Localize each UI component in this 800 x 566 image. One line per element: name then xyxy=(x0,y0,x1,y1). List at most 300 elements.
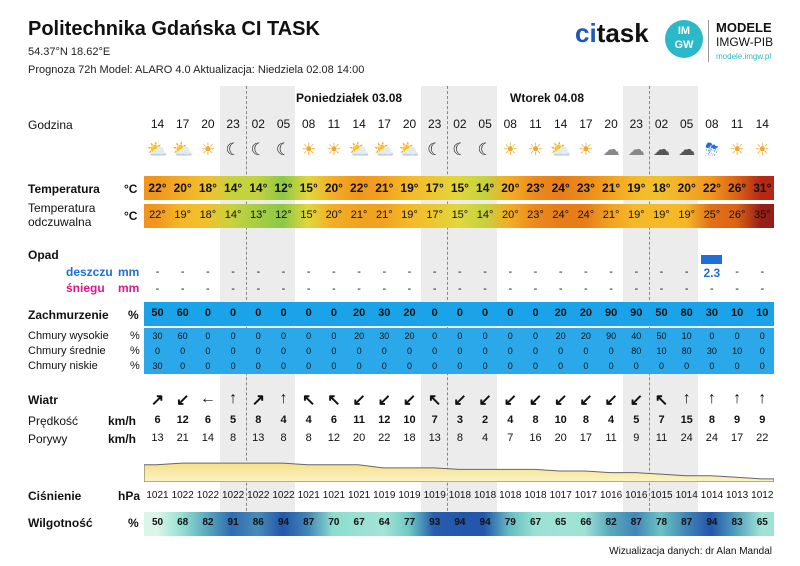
moon-icon: ☾ xyxy=(225,140,241,159)
temperature-cell: 20° xyxy=(677,181,696,195)
cloud-low-cell: 0 xyxy=(457,361,463,371)
pressure-cell: 1017 xyxy=(574,490,598,501)
wind-speed-cell: 6 xyxy=(330,414,337,426)
cloud-low-cell: 0 xyxy=(709,361,715,371)
wind-direction-arrow: ↙ xyxy=(604,392,618,409)
wind-direction-arrow: ↑ xyxy=(758,390,767,407)
feel-temperature-cell: 19° xyxy=(174,209,191,221)
wind-direction-arrow: ↑ xyxy=(682,390,691,407)
label-deszczu: deszczu xyxy=(66,265,113,279)
cloud-total-cell: 50 xyxy=(655,307,668,319)
cloud-high-cell: 20 xyxy=(555,331,566,341)
temperature-cell: 19° xyxy=(627,181,646,195)
humidity-cell: 79 xyxy=(504,517,516,528)
snow-cell: - xyxy=(483,283,487,295)
cloud-high-cell: 20 xyxy=(580,331,591,341)
wind-direction-arrow: ↙ xyxy=(579,392,593,409)
label-godzina: Godzina xyxy=(28,118,73,132)
unit-temp: °C xyxy=(124,182,138,196)
rain-cell: - xyxy=(659,266,664,278)
wind-direction-arrow: ↗ xyxy=(150,392,165,409)
rain-cell: - xyxy=(458,266,462,278)
cloud-mid-cell: 0 xyxy=(457,346,463,356)
temperature-cell: 18° xyxy=(652,181,671,195)
partly-cloudy-icon: ⛅ xyxy=(398,140,421,159)
humidity-cell: 64 xyxy=(378,517,390,528)
hour-cell: 02 xyxy=(251,117,265,131)
cloud-mid-cell: 0 xyxy=(280,346,286,356)
sun-icon: ☀ xyxy=(729,140,745,159)
rain-cell: - xyxy=(407,266,412,278)
wind-speed-cell: 12 xyxy=(176,414,189,426)
cloud-total-cell: 0 xyxy=(330,307,337,319)
pressure-cell: 1021 xyxy=(297,490,320,501)
wind-direction-arrow: ↗ xyxy=(251,392,265,409)
pressure-cell: 1018 xyxy=(473,490,497,501)
cloud-total-cell: 10 xyxy=(730,307,744,319)
hour-cell: 11 xyxy=(730,117,744,131)
cloud-low-cell: 0 xyxy=(306,361,312,371)
cloud-high-cell: 0 xyxy=(734,331,740,341)
wind-direction-arrow: ↙ xyxy=(553,392,568,409)
cloud-low-cell: 0 xyxy=(230,361,236,371)
unit-gust: km/h xyxy=(108,432,137,446)
temperature-cell: 14° xyxy=(249,181,268,195)
unit-low: % xyxy=(130,360,140,372)
pressure-cell: 1021 xyxy=(146,490,169,501)
cloud-icon: ☁ xyxy=(627,140,645,159)
snow-cell: - xyxy=(432,283,437,295)
cloud-low-cell: 0 xyxy=(381,361,387,371)
wind-gust-cell: 18 xyxy=(403,432,416,444)
wind-gust-cell: 13 xyxy=(252,432,265,444)
rain-cell: - xyxy=(558,266,563,278)
footer-credit: Wizualizacja danych: dr Alan Mandal xyxy=(609,546,772,557)
wind-gust-cell: 11 xyxy=(655,432,668,444)
wind-direction-arrow: ↙ xyxy=(528,392,543,409)
feel-temperature-cell: 19° xyxy=(627,209,645,221)
wind-speed-cell: 5 xyxy=(633,414,640,426)
hour-cell: 23 xyxy=(226,117,240,131)
wind-gust-cell: 12 xyxy=(327,432,341,444)
wind-direction-arrow: ↙ xyxy=(478,392,492,409)
cloud-low-cell: 0 xyxy=(280,361,286,371)
hour-cell: 14 xyxy=(150,117,165,131)
humidity-cell: 68 xyxy=(177,517,189,528)
temperature-cell: 14° xyxy=(476,181,495,195)
logo-ci: ci xyxy=(575,18,597,48)
snow-cell: - xyxy=(382,283,387,295)
snow-cell: - xyxy=(281,283,286,295)
snow-cell: - xyxy=(206,283,210,295)
temperature-cell: 20° xyxy=(324,181,343,195)
wind-direction-arrow: ↑ xyxy=(229,390,238,407)
rain-bar xyxy=(701,255,722,264)
wind-gust-cell: 13 xyxy=(428,432,441,444)
pressure-cell: 1022 xyxy=(247,490,270,501)
wind-direction-arrow: ↖ xyxy=(654,392,669,409)
wind-speed-cell: 9 xyxy=(734,414,741,426)
cloud-high-cell: 40 xyxy=(631,331,642,341)
cloud-mid-cell: 0 xyxy=(583,346,589,356)
cloud-mid-cell: 0 xyxy=(331,346,337,356)
temperature-cell: 22° xyxy=(148,181,167,195)
label-niskie: Chmury niskie xyxy=(28,360,98,372)
cloud-high-cell: 30 xyxy=(152,331,163,341)
pressure-cell: 1018 xyxy=(499,490,522,501)
cloud-mid-cell: 0 xyxy=(306,346,312,356)
label-wilgotnosc: Wilgotność xyxy=(28,516,93,530)
storm-icon: ⛈ xyxy=(705,140,719,159)
rain-cell: - xyxy=(256,266,261,278)
wind-gust-cell: 8 xyxy=(230,432,237,444)
imgw-logo-top: IM xyxy=(677,25,691,37)
cloud-high-cell: 10 xyxy=(681,331,692,341)
feel-temperature-cell: 19° xyxy=(678,209,695,221)
wind-gust-cell: 21 xyxy=(176,432,189,444)
cloud-total-cell: 0 xyxy=(204,307,211,319)
coordinates: 54.37°N 18.62°E xyxy=(28,46,111,58)
pressure-cell: 1014 xyxy=(700,490,724,501)
sun-icon: ☀ xyxy=(326,140,342,159)
pressure-cell: 1017 xyxy=(549,490,572,501)
rain-cell: - xyxy=(634,266,639,278)
pressure-cell: 1021 xyxy=(347,490,371,501)
cloud-low-cell: 0 xyxy=(331,361,337,371)
snow-cell: - xyxy=(231,283,235,295)
temperature-cell: 14° xyxy=(224,181,243,195)
temperature-cell: 21° xyxy=(375,181,394,195)
pressure-band xyxy=(144,460,774,482)
snow-cell: - xyxy=(256,283,261,295)
cloud-total-cell: 90 xyxy=(604,307,618,319)
wind-direction-arrow: ↙ xyxy=(402,392,417,409)
moon-icon: ☾ xyxy=(477,140,493,159)
label-wysokie: Chmury wysokie xyxy=(28,330,109,342)
hour-cell: 14 xyxy=(554,117,568,131)
wind-speed-cell: 4 xyxy=(608,414,615,426)
wind-speed-cell: 9 xyxy=(759,414,766,426)
cloud-total-cell: 0 xyxy=(507,307,514,319)
snow-cell: - xyxy=(407,283,412,295)
cloud-low-cell: 0 xyxy=(633,361,639,371)
cloud-low-cell: 0 xyxy=(558,361,564,371)
wind-direction-arrow: ↙ xyxy=(352,392,366,409)
hour-cell: 17 xyxy=(579,117,593,131)
humidity-cell: 94 xyxy=(454,517,466,528)
wind-speed-cell: 4 xyxy=(507,414,514,426)
temperature-cell: 12° xyxy=(274,181,293,195)
cloud-high-cell: 30 xyxy=(379,331,390,341)
cloud-low-cell: 0 xyxy=(608,361,614,371)
humidity-cell: 87 xyxy=(630,517,642,528)
rain-cell: - xyxy=(432,266,437,278)
rain-cell: - xyxy=(332,266,336,278)
pressure-cell: 1018 xyxy=(524,490,547,501)
label-porywy: Porywy xyxy=(28,432,68,446)
cloud-total-cell: 0 xyxy=(482,307,489,319)
hour-cell: 05 xyxy=(276,117,291,131)
snow-cell: - xyxy=(306,283,311,295)
snow-cell: - xyxy=(357,283,361,295)
cloud-low-cell: 30 xyxy=(152,361,163,371)
modele-url[interactable]: modele.imgw.pl xyxy=(716,52,772,61)
cloud-low-cell: 0 xyxy=(507,361,513,371)
label-odczuwalna-1: Temperatura xyxy=(28,201,96,215)
humidity-cell: 67 xyxy=(529,517,542,528)
label-zachmurzenie: Zachmurzenie xyxy=(28,308,109,322)
cloud-total-cell: 20 xyxy=(352,307,366,319)
cloud-high-cell: 20 xyxy=(354,331,365,341)
sun-icon: ☀ xyxy=(527,140,544,159)
label-wiatr: Wiatr xyxy=(28,393,58,407)
cloud-total-cell: 20 xyxy=(579,307,593,319)
sun-icon: ☀ xyxy=(200,140,216,159)
rain-cell: - xyxy=(357,266,361,278)
label-temperatura: Temperatura xyxy=(28,182,100,196)
wind-speed-cell: 6 xyxy=(204,414,211,426)
label-cisnienie: Ciśnienie xyxy=(28,489,82,503)
wind-speed-cell: 15 xyxy=(680,414,693,426)
hour-cell: 08 xyxy=(302,117,316,131)
imgw-logo xyxy=(665,20,703,58)
unit-hum: % xyxy=(128,516,139,530)
cloudy-night-icon: ☁ xyxy=(678,140,696,159)
feel-temperature-cell: 35° xyxy=(753,209,771,221)
partly-cloudy-icon: ⛅ xyxy=(348,140,370,159)
cloud-mid-cell: 0 xyxy=(180,346,186,356)
temperature-cell: 21° xyxy=(602,181,621,195)
hour-cell: 05 xyxy=(478,117,492,131)
snow-cell: - xyxy=(458,283,462,295)
unit-press: hPa xyxy=(118,489,141,503)
modele-sub: IMGW-PIB xyxy=(716,35,774,49)
wind-gust-cell: 22 xyxy=(378,432,391,444)
rain-cell: - xyxy=(584,266,588,278)
label-odczuwalna-2: odczuwalna xyxy=(28,215,92,229)
snow-cell: - xyxy=(659,283,664,295)
temperature-cell: 23° xyxy=(576,181,595,195)
rain-cell: - xyxy=(180,266,185,278)
temperature-cell: 24° xyxy=(551,181,570,195)
pressure-cell: 1012 xyxy=(751,490,774,501)
temperature-cell: 18° xyxy=(198,181,217,195)
wind-gust-cell: 24 xyxy=(705,432,719,444)
cloud-mid-cell: 0 xyxy=(759,346,765,356)
cloud-total-cell: 10 xyxy=(756,307,769,319)
hour-cell: 02 xyxy=(654,117,669,131)
snow-cell: - xyxy=(508,283,513,295)
cloud-low-cell: 0 xyxy=(734,361,740,371)
humidity-cell: 83 xyxy=(731,517,743,528)
cloud-mid-cell: 0 xyxy=(558,346,564,356)
modele-title: MODELE xyxy=(716,20,772,35)
wind-direction-arrow: ↙ xyxy=(629,392,643,409)
humidity-cell: 67 xyxy=(353,517,365,528)
unit-feel: °C xyxy=(124,209,138,223)
hour-cell: 17 xyxy=(176,117,190,131)
temperature-cell: 26° xyxy=(728,181,747,195)
cloud-low-cell: 0 xyxy=(532,361,538,371)
unit-snow: mm xyxy=(118,281,140,295)
feel-temperature-cell: 19° xyxy=(653,209,670,221)
wind-speed-cell: 7 xyxy=(431,414,438,426)
pressure-cell: 1019 xyxy=(398,490,421,501)
sun-icon: ☀ xyxy=(502,140,518,159)
day-label-tuesday: Wtorek 04.08 xyxy=(510,91,585,105)
snow-cell: - xyxy=(710,283,714,295)
wind-speed-cell: 4 xyxy=(305,414,312,426)
snow-cell: - xyxy=(735,283,739,295)
wind-direction-arrow: ↙ xyxy=(377,392,391,409)
snow-cell: - xyxy=(558,283,563,295)
cloud-mid-cell: 30 xyxy=(706,346,717,356)
humidity-cell: 87 xyxy=(681,517,693,528)
label-predkosc: Prędkość xyxy=(28,414,79,428)
snow-cell: - xyxy=(180,283,185,295)
snow-cell: - xyxy=(760,283,765,295)
wind-direction-arrow: ↖ xyxy=(327,392,341,409)
pressure-cell: 1016 xyxy=(599,490,623,501)
cloud-total-cell: 0 xyxy=(230,307,237,319)
cloud-high-cell: 20 xyxy=(404,331,415,341)
pressure-cell: 1015 xyxy=(650,490,673,501)
hour-cell: 11 xyxy=(327,117,341,131)
wind-direction-arrow: ↑ xyxy=(707,390,716,407)
hour-cell: 20 xyxy=(604,117,618,131)
cloud-mid-cell: 0 xyxy=(482,346,488,356)
rain-cell: - xyxy=(735,266,739,278)
cloud-mid-cell: 80 xyxy=(681,346,692,356)
snow-cell: - xyxy=(684,283,689,295)
wind-direction-arrow: ↑ xyxy=(279,390,288,407)
wind-speed-cell: 8 xyxy=(532,414,539,426)
rain-cell: - xyxy=(206,266,210,278)
partly-cloudy-icon: ⛅ xyxy=(550,140,572,159)
cloud-high-cell: 0 xyxy=(255,331,261,341)
feel-temperature-cell: 12° xyxy=(275,209,292,221)
feel-temperature-cell: 21° xyxy=(350,209,368,221)
hour-cell: 02 xyxy=(453,117,467,131)
logo-divider xyxy=(708,20,709,62)
rain-cell: - xyxy=(533,266,538,278)
cloud-high-cell: 60 xyxy=(177,331,188,341)
unit-high: % xyxy=(130,330,140,342)
rain-cell: - xyxy=(508,266,513,278)
humidity-cell: 91 xyxy=(227,517,239,528)
wind-gust-cell: 16 xyxy=(529,432,542,444)
feel-temperature-cell: 13° xyxy=(249,209,267,221)
wind-gust-cell: 8 xyxy=(305,432,312,444)
cloud-total-cell: 50 xyxy=(151,307,164,319)
rain-cell: - xyxy=(684,266,689,278)
cloud-total-cell: 30 xyxy=(705,307,719,319)
wind-gust-cell: 17 xyxy=(579,432,593,444)
hour-cell: 08 xyxy=(503,117,517,131)
humidity-cell: 86 xyxy=(252,517,264,528)
humidity-cell: 66 xyxy=(580,517,592,528)
snow-cell: - xyxy=(634,283,639,295)
feel-temperature-cell: 20° xyxy=(325,209,343,221)
cloud-high-cell: 0 xyxy=(457,331,463,341)
pressure-cell: 1018 xyxy=(448,490,472,501)
cloud-mid-cell: 80 xyxy=(631,346,642,356)
cloud-low-cell: 0 xyxy=(583,361,589,371)
moon-icon: ☾ xyxy=(275,140,292,159)
wind-gust-cell: 20 xyxy=(554,432,567,444)
cloud-low-cell: 0 xyxy=(432,361,438,371)
rain-cell: - xyxy=(760,266,765,278)
hour-cell: 17 xyxy=(377,117,391,131)
cloud-total-cell: 0 xyxy=(431,307,438,319)
cloud-high-cell: 0 xyxy=(709,331,715,341)
wind-speed-cell: 10 xyxy=(403,414,416,426)
rain-cell: - xyxy=(231,266,235,278)
humidity-cell: 87 xyxy=(303,517,315,528)
wind-direction-arrow: ← xyxy=(199,390,216,407)
rain-cell: - xyxy=(281,266,286,278)
pressure-cell: 1016 xyxy=(625,490,648,501)
wind-gust-cell: 13 xyxy=(151,432,164,444)
feel-temperature-cell: 19° xyxy=(401,209,418,221)
temperature-cell: 15° xyxy=(299,181,318,195)
cloud-total-cell: 0 xyxy=(456,307,463,319)
hour-cell: 14 xyxy=(755,117,769,131)
unit-mid: % xyxy=(130,345,140,357)
sun-icon: ☀ xyxy=(578,140,594,159)
cloud-mid-cell: 0 xyxy=(532,346,538,356)
pressure-cell: 1022 xyxy=(171,490,194,501)
humidity-cell: 50 xyxy=(151,517,164,528)
moon-icon: ☾ xyxy=(452,140,468,159)
cloud-total-cell: 80 xyxy=(680,307,693,319)
temperature-cell: 22° xyxy=(702,181,721,195)
hour-cell: 23 xyxy=(428,117,442,131)
moon-icon: ☾ xyxy=(427,140,443,159)
cloud-low-cell: 0 xyxy=(658,361,664,371)
pressure-cell: 1022 xyxy=(196,490,220,501)
imgw-logo-bottom: GW xyxy=(674,39,694,51)
cloud-low-cell: 0 xyxy=(205,361,211,371)
rain-cell: - xyxy=(609,266,613,278)
temperature-cell: 17° xyxy=(425,181,444,195)
cloud-low-cell: 0 xyxy=(482,361,488,371)
partly-cloudy-icon: ⛅ xyxy=(146,140,169,159)
cloud-mid-cell: 0 xyxy=(154,346,160,356)
wind-gust-cell: 8 xyxy=(456,432,463,444)
unit-speed: km/h xyxy=(108,414,137,428)
wind-direction-arrow: ↙ xyxy=(175,392,190,409)
wind-direction-arrow: ↖ xyxy=(301,392,316,409)
moon-icon: ☾ xyxy=(250,140,266,159)
cloud-high-cell: 0 xyxy=(432,331,438,341)
rain-cell: - xyxy=(483,266,487,278)
cloud-high-cell: 0 xyxy=(331,331,337,341)
logo-task: task xyxy=(596,18,649,48)
wind-gust-cell: 14 xyxy=(201,432,215,444)
rain-cell: - xyxy=(306,266,311,278)
wind-direction-arrow: ↙ xyxy=(453,392,467,409)
humidity-cell: 94 xyxy=(706,517,718,528)
temperature-cell: 22° xyxy=(350,181,369,195)
humidity-cell: 93 xyxy=(429,517,441,528)
wind-speed-cell: 11 xyxy=(353,414,365,426)
wind-speed-cell: 8 xyxy=(708,414,715,426)
humidity-cell: 78 xyxy=(655,517,668,528)
sun-icon: ☀ xyxy=(301,140,317,159)
pressure-cell: 1019 xyxy=(423,490,446,501)
pressure-cell: 1021 xyxy=(322,490,346,501)
